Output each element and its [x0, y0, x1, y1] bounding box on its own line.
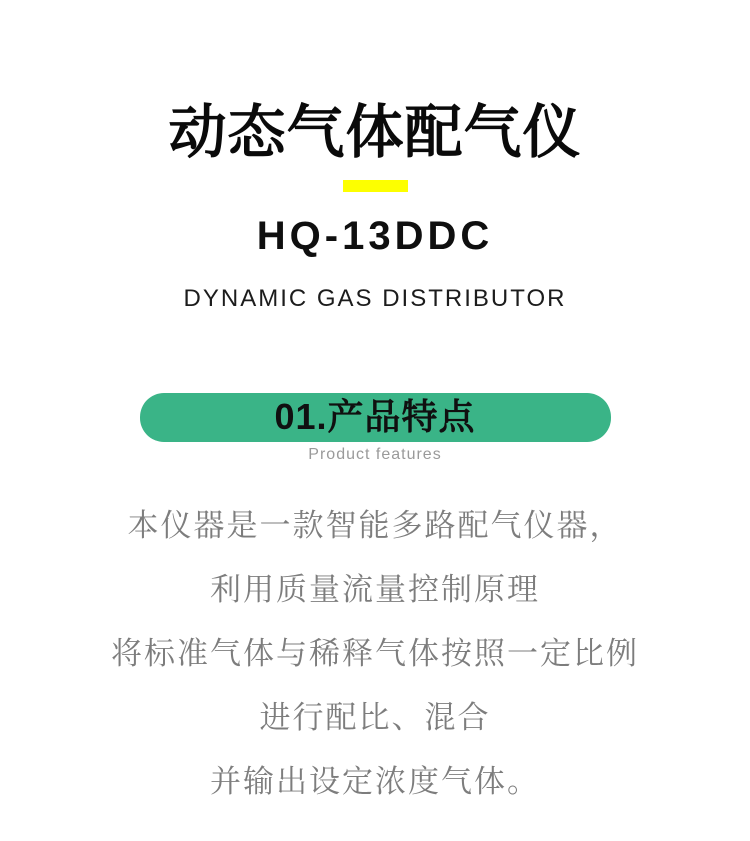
description-line-5: 并输出设定浓度气体。 [210, 764, 540, 799]
yellow-divider [343, 180, 408, 192]
product-subtitle-en: DYNAMIC GAS DISTRIBUTOR [183, 285, 567, 312]
model-number: HQ-13DDC [256, 214, 494, 258]
description-line-3: 将标准气体与稀释气体按照一定比例 [111, 636, 639, 671]
description-line-1: 本仪器是一款智能多路配气仪器， [127, 508, 623, 543]
section-header-banner [140, 393, 611, 442]
description-line-2: 利用质量流量控制原理 [210, 572, 540, 607]
product-title: 动态气体配气仪 [168, 100, 582, 165]
section-title: 01.产品特点 [274, 395, 476, 437]
section-subtitle-en: Product features [308, 446, 442, 463]
description-line-4: 进行配比、混合 [259, 700, 491, 735]
product-description [0, 494, 750, 814]
